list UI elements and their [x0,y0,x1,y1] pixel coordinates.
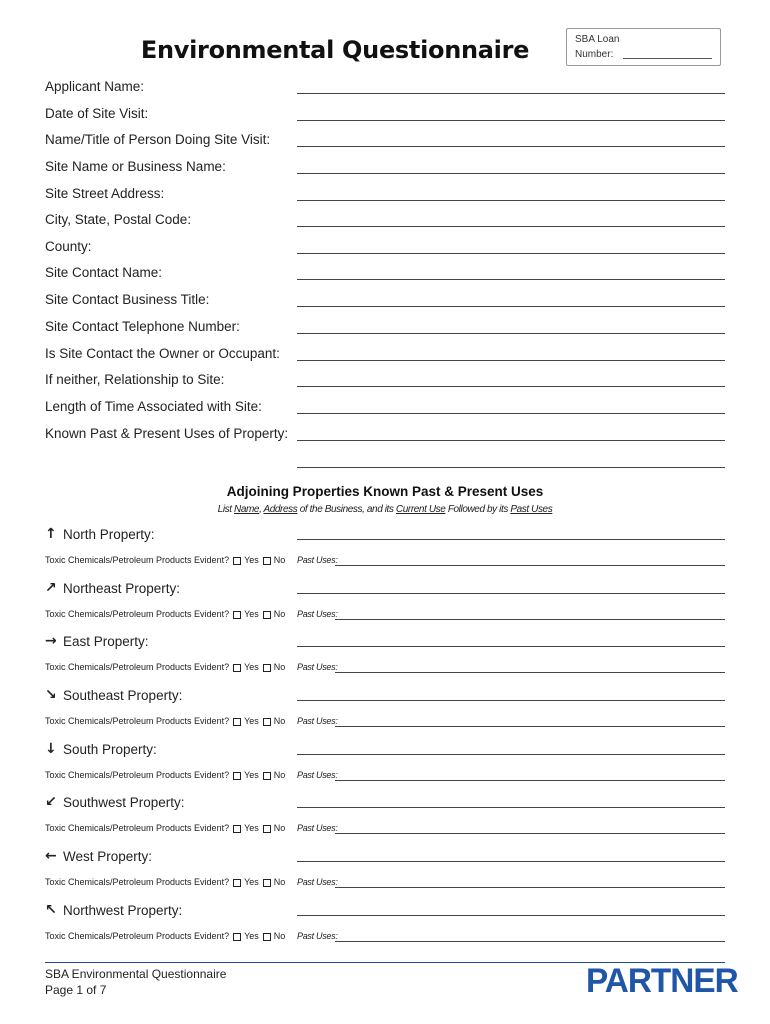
property-current-use-line[interactable] [297,700,725,701]
toxic-question [45,555,285,565]
property-name: Northwest Property: [63,902,183,918]
toxic-question [45,823,285,833]
property-label [45,902,182,918]
yes-checkbox[interactable] [233,825,241,833]
arrow-up-icon: ↑ [45,526,57,542]
property-label [45,687,182,703]
adjoining-property [45,794,725,844]
no-checkbox[interactable] [263,772,271,780]
toxic-label: Toxic Chemicals/Petroleum Products Evident? [45,931,230,941]
field-site-contact-phone [45,319,725,339]
arrow-down-right-icon: ↘ [45,687,57,703]
footer-info [45,966,226,998]
toxic-label: Toxic Chemicals/Petroleum Products Evident? [45,662,230,672]
field-label: If neither, Relationship to Site: [45,372,225,387]
toxic-label: Toxic Chemicals/Petroleum Products Evident? [45,823,230,833]
field-input-line[interactable] [297,200,725,201]
property-label [45,580,180,596]
field-label: Date of Site Visit: [45,106,149,121]
field-label: Site Contact Name: [45,265,163,280]
past-uses-line[interactable] [335,887,725,888]
section-heading: Adjoining Properties Known Past & Present Uses [226,484,544,499]
field-site-street-address [45,186,725,206]
property-current-use-line[interactable] [297,754,725,755]
field-input-line[interactable] [297,440,725,441]
adjoining-property [45,741,725,791]
yes-label: Yes [244,770,259,780]
past-uses-label: Past Uses: [297,555,338,565]
no-checkbox[interactable] [263,825,271,833]
field-input-line[interactable] [297,253,725,254]
property-label [45,633,149,649]
no-label: No [273,877,286,887]
yes-label: Yes [244,716,259,726]
no-checkbox[interactable] [263,933,271,941]
field-person-doing-site-visit [45,132,725,152]
adjoining-property [45,687,725,737]
adjoining-property [45,633,725,683]
arrow-up-left-icon: ↖ [45,902,57,918]
property-current-use-line[interactable] [297,646,725,647]
toxic-question [45,770,285,780]
arrow-down-icon: ↓ [45,741,57,757]
field-site-contact-title [45,292,725,312]
partner-logo: PARTNER [586,962,738,1000]
field-label: Site Street Address: [45,186,165,201]
field-county [45,239,725,259]
yes-checkbox[interactable] [233,664,241,672]
field-known-uses-line-2[interactable] [297,467,725,468]
no-checkbox[interactable] [263,611,271,619]
arrow-left-icon: ← [45,848,57,864]
loan-box-label: SBA Loan [575,34,620,45]
toxic-label: Toxic Chemicals/Petroleum Products Evident? [45,555,230,565]
field-input-line[interactable] [297,360,725,361]
field-input-line[interactable] [297,306,725,307]
past-uses-label: Past Uses: [297,609,338,619]
past-uses-line[interactable] [335,619,725,620]
toxic-question [45,931,285,941]
yes-checkbox[interactable] [233,718,241,726]
field-label: County: [45,239,92,254]
adjoining-property [45,526,725,576]
yes-checkbox[interactable] [233,933,241,941]
property-name: Southwest Property: [63,794,185,810]
property-name: South Property: [63,741,157,757]
field-date-of-site-visit [45,106,725,126]
arrow-up-right-icon: ↗ [45,580,57,596]
property-current-use-line[interactable] [297,539,725,540]
property-name: West Property: [63,848,153,864]
toxic-question [45,716,285,726]
field-input-line[interactable] [297,173,725,174]
field-input-line[interactable] [297,146,725,147]
field-known-uses [45,426,725,446]
field-label: Known Past & Present Uses of Property: [45,426,289,441]
no-checkbox[interactable] [263,718,271,726]
no-label: No [273,823,286,833]
loan-number-label: Number: [575,49,614,60]
past-uses-line[interactable] [335,672,725,673]
toxic-label: Toxic Chemicals/Petroleum Products Evident? [45,609,230,619]
field-applicant-name [45,79,725,99]
yes-label: Yes [244,609,259,619]
field-site-name [45,159,725,179]
yes-label: Yes [244,877,259,887]
field-site-contact-name [45,265,725,285]
property-name: North Property: [63,526,155,542]
field-label: Site Name or Business Name: [45,159,226,174]
toxic-label: Toxic Chemicals/Petroleum Products Evident? [45,877,230,887]
past-uses-label: Past Uses: [297,770,338,780]
past-uses-label: Past Uses: [297,931,338,941]
no-checkbox[interactable] [263,664,271,672]
no-label: No [273,609,286,619]
past-uses-line[interactable] [335,941,725,942]
field-label: Length of Time Associated with Site: [45,399,262,414]
field-relationship-to-site [45,372,725,392]
past-uses-line[interactable] [335,833,725,834]
field-length-of-time [45,399,725,419]
no-checkbox[interactable] [263,557,271,565]
adjoining-property [45,902,725,952]
toxic-question [45,877,285,887]
adjoining-property [45,580,725,630]
arrow-right-icon: → [45,633,57,649]
past-uses-line[interactable] [335,726,725,727]
footer-doc-name: SBA Environmental Questionnaire [45,967,227,981]
property-name: Southeast Property: [63,687,183,703]
toxic-label: Toxic Chemicals/Petroleum Products Evident? [45,716,230,726]
property-name: East Property: [63,633,149,649]
property-current-use-line[interactable] [297,915,725,916]
past-uses-line[interactable] [335,780,725,781]
yes-label: Yes [244,662,259,672]
property-label [45,741,157,757]
field-label: Name/Title of Person Doing Site Visit: [45,132,271,147]
field-input-line[interactable] [297,93,725,94]
past-uses-label: Past Uses: [297,823,338,833]
loan-number-field[interactable] [623,48,712,59]
past-uses-label: Past Uses: [297,662,338,672]
toxic-label: Toxic Chemicals/Petroleum Products Evident? [45,770,230,780]
yes-checkbox[interactable] [233,879,241,887]
property-current-use-line[interactable] [297,861,725,862]
property-current-use-line[interactable] [297,807,725,808]
no-label: No [273,716,286,726]
yes-checkbox[interactable] [233,611,241,619]
yes-label: Yes [244,555,259,565]
no-label: No [273,662,286,672]
yes-label: Yes [244,931,259,941]
field-label: Is Site Contact the Owner or Occupant: [45,346,280,361]
footer-page-number: Page 1 of 7 [45,983,107,997]
past-uses-label: Past Uses: [297,716,338,726]
field-input-line[interactable] [297,226,725,227]
field-input-line[interactable] [297,386,725,387]
past-uses-label: Past Uses: [297,877,338,887]
field-owner-or-occupant [45,346,725,366]
no-checkbox[interactable] [263,879,271,887]
field-label: Site Contact Business Title: [45,292,210,307]
field-label: Applicant Name: [45,79,145,94]
field-input-line[interactable] [297,333,725,334]
yes-checkbox[interactable] [233,557,241,565]
sba-loan-number-box [566,28,721,66]
property-name: Northeast Property: [63,580,181,596]
property-label [45,794,185,810]
toxic-question [45,609,285,619]
toxic-question [45,662,285,672]
yes-checkbox[interactable] [233,772,241,780]
field-input-line[interactable] [297,120,725,121]
yes-label: Yes [244,823,259,833]
page-title: Environmental Questionnaire [140,36,530,64]
field-input-line[interactable] [297,279,725,280]
arrow-down-left-icon: ↙ [45,794,57,810]
field-label: Site Contact Telephone Number: [45,319,240,334]
no-label: No [273,555,286,565]
property-label [45,526,155,542]
field-label: City, State, Postal Code: [45,212,192,227]
field-city-state-postal [45,212,725,232]
property-current-use-line[interactable] [297,593,725,594]
no-label: No [273,770,286,780]
property-label [45,848,152,864]
past-uses-line[interactable] [335,565,725,566]
section-instructions: List Name, Address of the Business, and its Current Use Followed by its Past Uses [217,504,553,515]
no-label: No [273,931,286,941]
adjoining-property [45,848,725,898]
field-input-line[interactable] [297,413,725,414]
